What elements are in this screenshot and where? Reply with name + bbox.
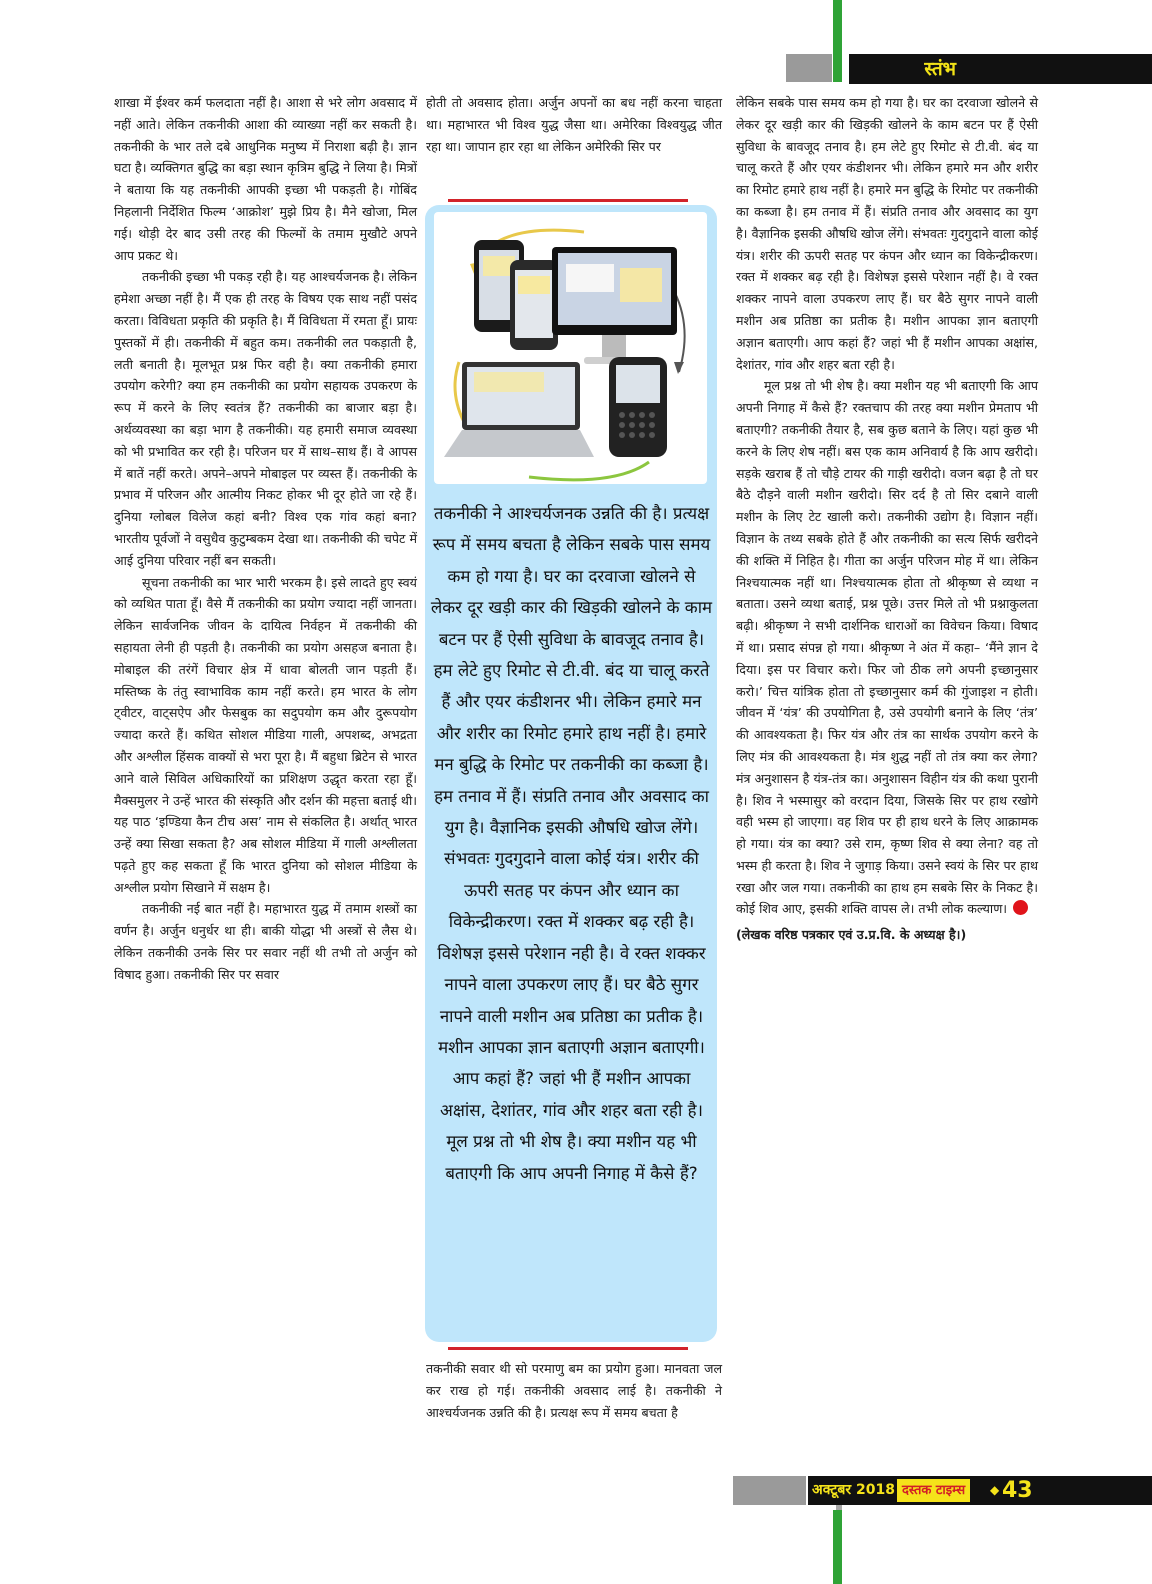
paragraph: लेकिन सबके पास समय कम हो गया है। घर का दरवाजा खोलने से लेकर दूर खड़ी कार की खिड़की खोलने के काम बटन पर हैं ऐसी सुविधा के बावजूद तनाव है। हम लेटे हुए रिमोट से टी.वी. बंद या चालू करते हैं और एयर कंडीशनर भी। लेकिन हमारे मन और शरीर का रिमोट हमारे हाथ नहीं है। हमारे मन बुद्धि के रिमोट पर तकनीकी का कब्जा है। हम तनाव में हैं। संप्रति तनाव और अवसाद का युग है। वैज्ञानिक इसकी औषधि खोज लेंगे। संभवतः गुदगुदाने वाला कोई यंत्र। शरीर की ऊपरी सतह पर कंपन और ध्यान का विकेन्द्रीकरण। रक्त में शक्कर बढ़ रही है। विशेषज्ञ इससे परेशान नहीं है। वे रक्त शक्कर नापने वाला उपकरण लाए हैं। घर बैठे सुगर नापने वाली मशीन अब प्रतिष्ठा का प्रतीक है। मशीन आपका ज्ञान बताएगी अज्ञान बताएगी। आप कहां हैं? जहां भी हैं मशीन आपका अक्षांस, देशांतर, गांव और शहर बता रही है। [736, 95, 1038, 372]
paragraph-last [736, 375, 1038, 920]
footer-grey-block [733, 1476, 806, 1505]
paragraph: सूचना तकनीकी का भार भारी भरकम है। इसे लादते हुए स्वयं को व्यथित पाता हूँ। वैसे मैं तकनीकी का प्रयोग ज्यादा नहीं जानता। लेकिन सार्वजनिक जीवन के दायित्व निर्वहन में तकनीकी की सहायता लेनी ही पड़ती है। तकनीकी का प्रयोग असहज बनाता है। मोबाइल की तरंगें विचार क्षेत्र में धावा बोलती जान पड़ती हैं। मस्तिष्क के तंतु स्वाभाविक काम नहीं करते। हम भारत के लोग ट्वीटर, वाट्सऐप और फेसबुक का सदुपयोग कम और दुरूपयोग ज्यादा करते हैं। कथित सोशल मीडिया गाली, अपशब्द, अभद्रता और अश्लील हिंसक वाक्यों से भरा पूरा है। मैं बहुधा ब्रिटेन से भारत आने वाले सिविल अधिकारियों का प्रशिक्षण उद्धृत करता रहा हूँ। मैक्समुलर ने उन्हें भारत की संस्कृति और दर्शन की महत्ता बताई थी। यह पाठ ‘इण्डिया कैन टीच अस’ नाम से संकलित है। अर्थात् भारत उन्हें क्या सिखा सकता है? अब सोशल मीडिया में गाली अश्लीलता पढ़ते हुए कह सकता हूँ कि भारत दुनिया को सोशल मीडिया के अश्लील प्रयोग सिखाने में सक्षम है। [114, 574, 417, 895]
page-number: 43 [1002, 1478, 1033, 1503]
pull-quote [430, 498, 713, 1189]
quote-bottom-rule [448, 1347, 688, 1350]
header-grey-block [786, 54, 832, 82]
paragraph-text: मूल प्रश्न तो भी शेष है। क्या मशीन यह भी बताएगी कि आप अपनी निगाह में कैसे हैं? रक्तचाप की तरह क्या मशीन प्रेमताप भी बताएगी? तकनीकी तैयार है, सब कुछ बताने के लिए। यहां कुछ भी करने के लिए शेष नहीं। बस एक काम अनिवार्य है कि आप खरीदो। सड़के खराब हैं तो चौड़े टायर की गाड़ी खरीदो। वजन बढ़ा है तो घर बैठे दौड़ने वाली मशीन खरीदो। सिर दर्द है तो सिर दबाने वाली मशीन के लिए टेट खाली करो। तकनीकी उद्योग है। विज्ञान नहीं। विज्ञान के तथ्य सबके होते हैं और तकनीकी का सत्य सिर्फ खरीदने की शक्ति में निहित है। गीता का अर्जुन परिजन मोह में था। लेकिन निश्चयात्मक नहीं था। निश्चयात्मक होता तो श्रीकृष्ण से व्यथा न बताता। उसने व्यथा बताई, प्रश्न पूछे। उत्तर मिले तो भी प्रश्नाकुलता बढ़ी। श्रीकृष्ण ने सभी दार्शनिक धाराओं का विवेचन किया। विषाद में था। प्रसाद संपन्न हो गया। श्रीकृष्ण ने अंत में कहा– ‘मैंने ज्ञान दे दिया। इस पर विचार करो। फिर जो ठीक लगे अपनी इच्छानुसार करो।’ चित्त यांत्रिक होता तो इच्छानुसार कर्म की गुंजाइश न होती। जीवन में ‘यंत्र’ की उपयोगिता है, उसे उपयोगी बनाने के लिए ‘तंत्र’ की आवश्यकता है। फिर यंत्र और तंत्र का सार्थक उपयोग करने के लिए मंत्र की आवश्यकता है। मंत्र शुद्ध नहीं तो तंत्र क्या कर लेगा? मंत्र अनुशासन है यंत्र-तंत्र का। अनुशासन विहीन यंत्र की कथा पुरानी है। शिव ने भस्मासुर को वरदान दिया, जिसके सिर पर हाथ रखोगे वही भस्म हो जाएगा। वह शिव पर ही हाथ धरने के लिए आक्रामक हो गया। यंत्र का क्या? उसे राम, कृष्ण शिव से क्या लेना? वह तो भस्म ही करता है। शिव ने जुगाड़ किया। उसने स्वयं के सिर पर हाथ रखा और जल गया। तकनीकी का हाथ हम सबके सिर के निकट है। कोई शिव आए, इसकी शक्ति वापस ले। तभी लोक कल्याण। [736, 378, 1038, 917]
issue-month: अक्टूबर 2018 [812, 1482, 895, 1498]
paragraph: शाखा में ईश्वर कर्म फलदाता नहीं है। आशा से भरे लोग अवसाद में नहीं आते। लेकिन तकनीकी आशा की व्याख्या नहीं कर सकती है। तकनीकी के भार तले दबे आधुनिक मनुष्य में निराशा बढ़ी है। ज्ञान घटा है। व्यक्तिगत बुद्धि का बड़ा स्थान कृत्रिम बुद्धि ने लिया है। मित्रों ने बताया कि यह तकनीकी आपकी इच्छा भी पकड़ती है। गोबिंद निहलानी निर्देशित फिल्म ‘आक्रोश’ मुझे प्रिय है। मैने खोजा, मिल गई। थोड़ी देर बाद उसी तरह की फिल्मों के तमाम मुखौटे अपने आप प्रकट थे। [114, 95, 417, 263]
diamond-icon: ◆ [990, 1483, 1000, 1497]
footer-green-rule [833, 1510, 842, 1584]
author-note: (लेखक वरिष्ठ पत्रकार एवं उ.प्र.वि. के अध्यक्ष है।) [736, 927, 967, 943]
end-mark-icon [1013, 900, 1028, 915]
header-green-rule [833, 0, 842, 82]
article-column-3 [736, 92, 1038, 946]
section-title: स्तंभ [924, 58, 956, 80]
article-column-1 [114, 92, 417, 986]
footer-bar [808, 1476, 1152, 1505]
devices-illustration-icon [434, 212, 707, 484]
pull-quote-text: तकनीकी ने आश्चर्यजनक उन्नति की है। प्रत्यक्ष रूप में समय बचता है लेकिन सबके पास समय कम हो गया है। घर का दरवाजा खोलने से लेकर दूर खड़ी कार की खिड़की खोलने के काम बटन पर हैं ऐसी सुविधा के बावजूद तनाव है। हम लेटे हुए रिमोट से टी.वी. बंद या चालू करते हैं और एयर कंडीशनर भी। लेकिन हमारे मन और शरीर का रिमोट हमारे हाथ नहीं है। हमारे मन बुद्धि के रिमोट पर तकनीकी का कब्जा है। हम तनाव में हैं। संप्रति तनाव और अवसाद का युग है। वैज्ञानिक इसकी औषधि खोज लेंगे। संभवतः गुदगुदाने वाला कोई यंत्र। शरीर की ऊपरी सतह पर कंपन और ध्यान का विकेन्द्रीकरण। रक्त में शक्कर बढ़ रही है। विशेषज्ञ इससे परेशान नही है। वे रक्त शक्कर नापने वाला उपकरण लाए हैं। घर बैठे सुगर नापने वाली मशीन अब प्रतिष्ठा का प्रतीक है। मशीन आपका ज्ञान बताएगी अज्ञान बताएगी। आप कहां हैं? जहां भी हैं मशीन आपका अक्षांस, देशांतर, गांव और शहर बता रही है। मूल प्रश्न तो भी शेष है। क्या मशीन यह भी बताएगी कि आप अपनी निगाह में कैसे हैं? [430, 503, 713, 1183]
article-column-2-top [426, 92, 722, 157]
paragraph: तकनीकी सवार थी सो परमाणु बम का प्रयोग हुआ। मानवता जल कर राख हो गई। तकनीकी अवसाद लाई है। तकनीकी ने आश्चर्यजनक उन्नति की है। प्रत्यक्ष रूप में समय बचता है [426, 1361, 722, 1420]
quote-top-rule [448, 199, 688, 202]
paragraph: होती तो अवसाद होता। अर्जुन अपनों का बध नहीं करना चाहता था। महाभारत भी विश्व युद्ध जैसा था। अमेरिका विश्वयुद्ध जीत रहा था। जापान हार रहा था लेकिन अमेरिकी सिर पर [426, 95, 722, 154]
paragraph: तकनीकी नई बात नहीं है। महाभारत युद्ध में तमाम शस्त्रों का वर्णन है। अर्जुन धनुर्धर था ही। बाकी योद्धा भी अस्त्रों से लैस थे। लेकिन तकनीकी उनके सिर पर सवार नहीं थी तभी तो अर्जुन को विषाद हुआ। तकनीकी सिर पर सवार [114, 901, 417, 982]
paragraph: तकनीकी इच्छा भी पकड़ रही है। यह आश्चर्यजनक है। लेकिन हमेशा अच्छा नहीं है। मैं एक ही तरह के विषय एक साथ नहीं पसंद करता। विविधता प्रकृति की प्रकृति है। मैं विविधता में रमता हूँ। प्रायः पुस्तकों में ही। तकनीकी में बहुत कम। तकनीकी लत पकड़ाती है, लती बनाती है। मूलभूत प्रश्न फिर वही है। क्या तकनीकी हमारा उपयोग करेगी? क्या हम तकनीकी का प्रयोग सहायक उपकरण के रूप में करने के लिए स्वतंत्र हैं? तकनीकी का बाजार बड़ा है। अर्थव्यवस्था का बड़ा भाग है तकनीकी। यह हमारी समाज व्यवस्था को भी प्रभावित कर रही है। परिजन घर में साथ–साथ हैं। वे आपस में बातें नहीं करते। अपने–अपने मोबाइल पर व्यस्त हैं। तकनीकी के प्रभाव में परिजन और आत्मीय निकट होकर भी दूर होते जा रहे हैं। दुनिया ग्लोबल विलेज कहां बनी? विश्व एक गांव कहां बना? भारतीय पूर्वजों ने वसुधैव कुटुम्बकम देखा था। तकनीकी की चपेट में आई दुनिया परिवार नहीं बन सकती। [114, 269, 417, 568]
article-column-2-bottom [426, 1358, 722, 1423]
magazine-logo: दस्तक टाइम्स [897, 1479, 970, 1502]
section-header [849, 54, 1152, 84]
